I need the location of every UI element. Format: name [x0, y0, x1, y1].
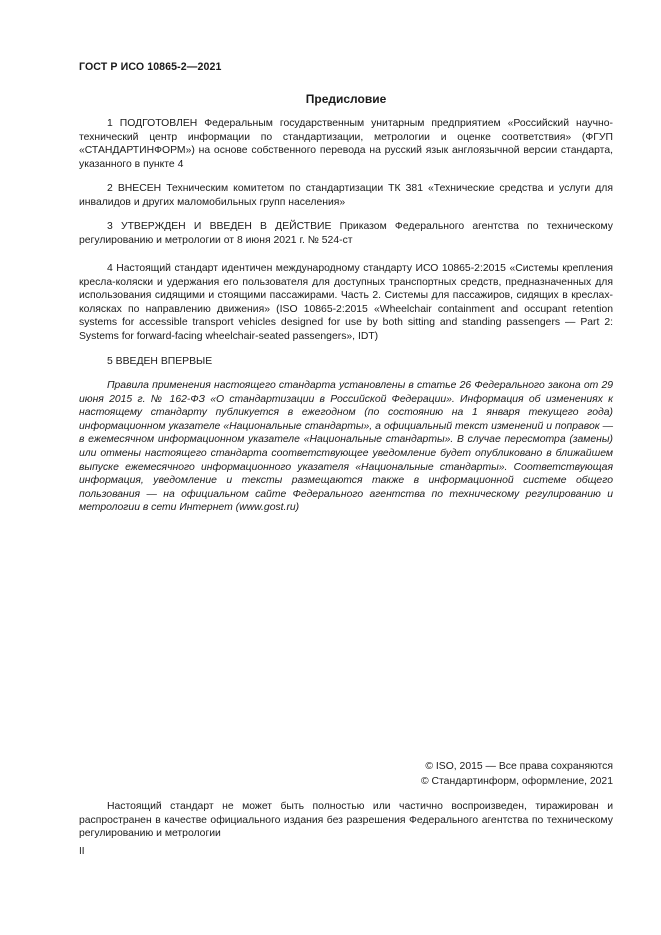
foreword-item-4: 4 Настоящий стандарт идентичен международному стандарту ИСО 10865-2:2015 «Системы крепления кресла-коляски и удержания его пользователя для доступных транспортных средств, предназначенных для использования сидящими и стоящими пассажирами. Часть 2. Системы для пассажиров, сидящих в креслах-колясках по направлению движения» (ISO 10865-2:2015 «Wheelchair containment and occupant retention systems for accessible transport vehicles designed for use by both sitting and standing passengers — Part 2: Systems for forward-facing wheelchair-seated passengers», IDT): [79, 263, 613, 342]
reproduction-notice: Настоящий стандарт не может быть полностью или частично воспроизведен, тиражирован и распространен в качестве официального издания без разрешения Федерального агентства по техническому регулированию и метрологии: [79, 801, 613, 840]
iso-copyright: © ISO, 2015 — Все права сохраняются: [425, 761, 613, 772]
application-rules-notice: Правила применения настоящего стандарта установлены в статье 26 Федерального закона от 29 июня 2015 г. № 162-ФЗ «О стандартизации в Российской Федерации». Информация об изменениях к настоящему стандарту публикуется в ежегодном (по состоянию на 1 января текущего года) информационном указателе «Национальные стандарты», а официальный текст изменений и поправок — в ежемесячном информационном указателе «Национальные стандарты». В случае пересмотра (замены) или отмены настоящего стандарта соответствующее уведомление будет опубликовано в ближайшем выпуске ежемесячного информационного указателя «Национальные стандарты». Соответствующая информация, уведомление и тексты размещаются также в информационной системе общего пользования — на официальном сайте Федерального агентства по техническому регулированию и метрологии в сети Интернет (www.gost.ru): [79, 380, 613, 514]
standard-code: ГОСТ Р ИСО 10865-2—2021: [79, 61, 222, 73]
standartinform-copyright: © Стандартинформ, оформление, 2021: [420, 776, 613, 787]
foreword-title: Предисловие: [305, 92, 387, 106]
foreword-item-2: 2 ВНЕСЕН Техническим комитетом по стандартизации ТК 381 «Технические средства и услуги для инвалидов и других маломобильных групп населения»: [79, 183, 613, 208]
foreword-item-3: 3 УТВЕРЖДЕН И ВВЕДЕН В ДЕЙСТВИЕ Приказом Федерального агентства по техническому регулированию и метрологии от 8 июня 2021 г. № 524-ст: [79, 221, 613, 246]
copyright-block: [79, 760, 613, 790]
page-number: II: [79, 846, 85, 857]
foreword-item-1: 1 ПОДГОТОВЛЕН Федеральным государственным унитарным предприятием «Российский научно-технический центр информации по стандартизации, метрологии и оценке соответствия» (ФГУП «СТАНДАРТИНФОРМ») на основе собственного перевода на русский язык англоязычной версии стандарта, указанного в пункте 4: [79, 118, 613, 170]
foreword-item-5: 5 ВВЕДЕН ВПЕРВЫЕ: [107, 356, 213, 367]
